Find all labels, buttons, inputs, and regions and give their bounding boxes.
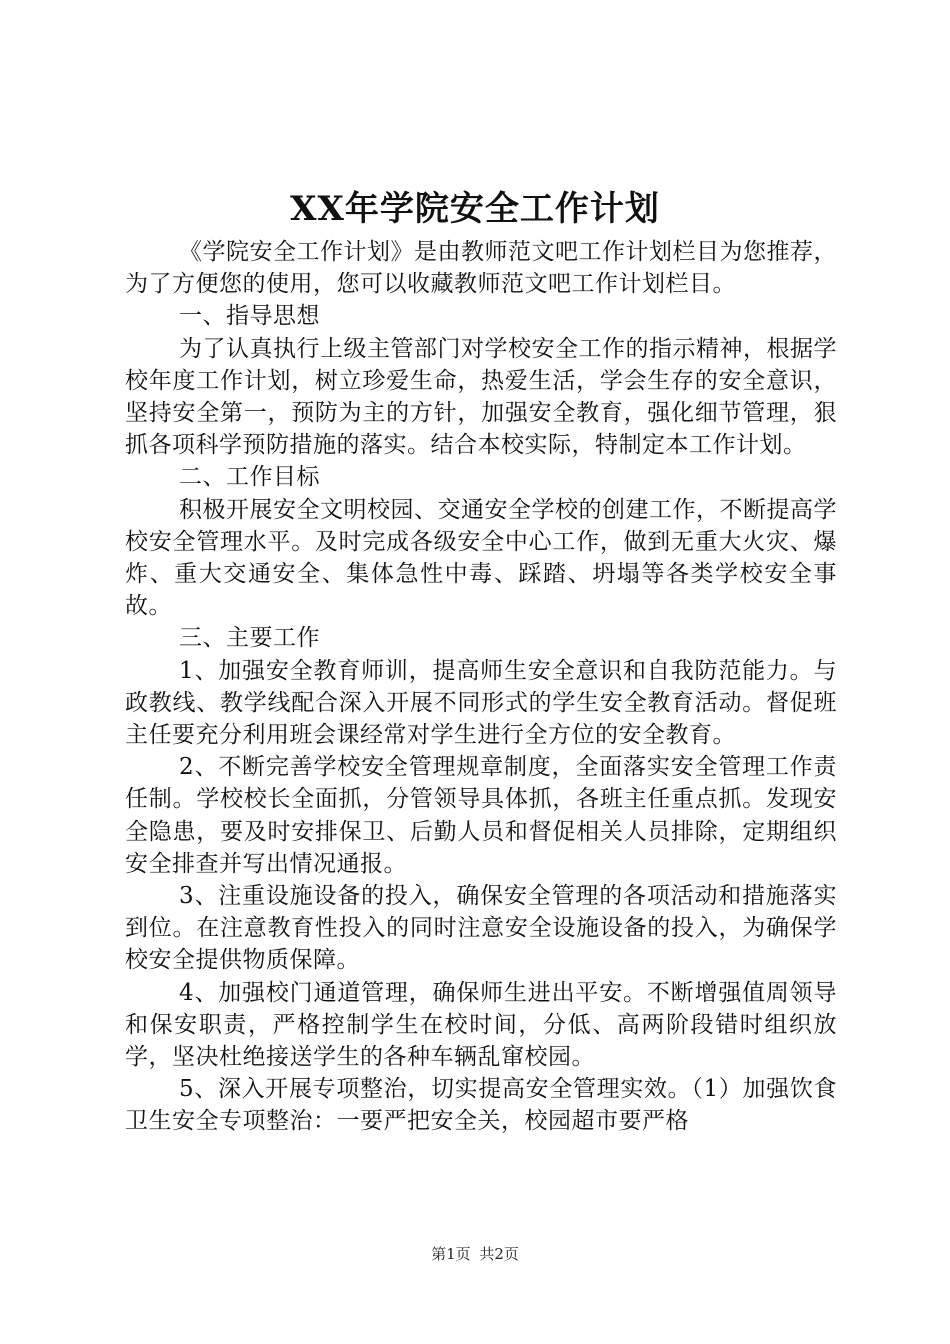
page-number: 第1页 <box>431 1245 471 1263</box>
paragraph-item-2: 2、不断完善学校安全管理规章制度，全面落实安全管理工作责任制。学校校长全面抓，分管领导具体抓，各班主任重点抓。发现安全隐患，要及时安排保卫、后勤人员和督促相关人员排除，定期组织安全排查并写出情况通报。 <box>125 754 837 877</box>
paragraph-item-4: 4、加强校门通道管理，确保师生进出平安。不断增强值周领导和保安职责，严格控制学生在校时间，分低、高两阶段错时组织放学，坚决杜绝接送学生的各种车辆乱窜校园。 <box>125 979 837 1071</box>
page-footer <box>0 1243 950 1265</box>
page-total: 共2页 <box>479 1245 519 1263</box>
document-body <box>125 236 837 1138</box>
paragraph-guiding-thought: 为了认真执行上级主管部门对学校安全工作的指示精神，根据学校年度工作计划，树立珍爱生命，热爱生活，学会生存的安全意识，坚持安全第一，预防为主的方针，加强安全教育，强化细节管理，狠抓各项科学预防措施的落实。结合本校实际，特制定本工作计划。 <box>125 335 837 459</box>
paragraph-intro: 《学院安全工作计划》是由教师范文吧工作计划栏目为您推荐，为了方便您的使用，您可以收藏教师范文吧工作计划栏目。 <box>125 239 837 298</box>
section-heading-guiding-thought: 一、指导思想 <box>179 303 320 330</box>
section-heading-work-goals: 二、工作目标 <box>179 464 320 491</box>
paragraph-item-1: 1、加强安全教育师训，提高师生安全意识和自我防范能力。与政教线、教学线配合深入开展不同形式的学生安全教育活动。督促班主任要充分利用班会课经常对学生进行全方位的安全教育。 <box>125 657 837 749</box>
paragraph-item-5: 5、深入开展专项整治，切实提高安全管理实效。（1）加强饮食卫生安全专项整治：一要严把安全关，校园超市要严格 <box>125 1076 837 1135</box>
document-title: XX年学院安全工作计划 <box>290 189 660 229</box>
paragraph-work-goals: 积极开展安全文明校园、交通安全学校的创建工作，不断提高学校安全管理水平。及时完成各级安全中心工作，做到无重大火灾、爆炸、重大交通安全、集体急性中毒、踩踏、坍塌等各类学校安全事故。 <box>125 496 837 620</box>
paragraph-item-3: 3、注重设施设备的投入，确保安全管理的各项活动和措施落实到位。在注意教育性投入的同时注意安全设施设备的投入，为确保学校安全提供物质保障。 <box>125 883 837 974</box>
section-heading-main-work: 三、主要工作 <box>179 625 320 652</box>
